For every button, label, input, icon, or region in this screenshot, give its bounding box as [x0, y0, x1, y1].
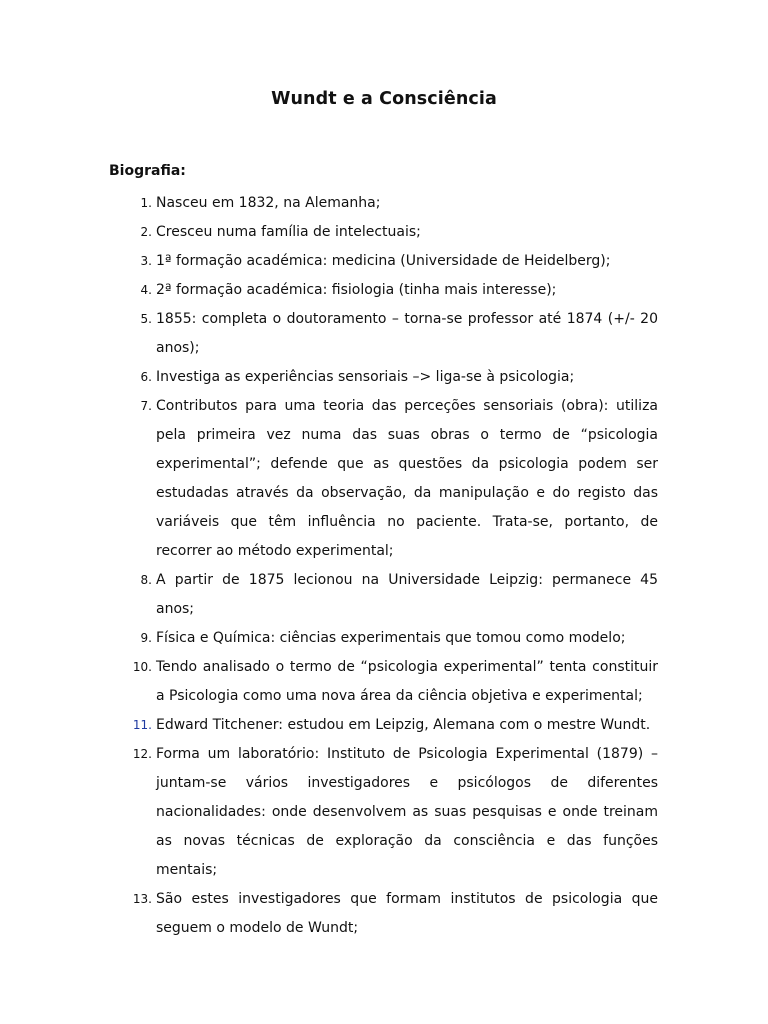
list-item-number: 12. [132, 747, 152, 761]
list-item-number: 7. [140, 399, 152, 413]
list-item [120, 624, 658, 653]
list-item-text: Edward Titchener: estudou em Leipzig, Alemana com o mestre Wundt. [156, 717, 651, 733]
list-item [120, 740, 658, 885]
list-item-text: São estes investigadores que formam institutos de psicologia que seguem o modelo de Wundt; [156, 891, 658, 936]
list-item-text: 2ª formação académica: fisiologia (tinha mais interesse); [156, 282, 557, 298]
list-item-number: 11. [132, 718, 152, 732]
list-item-number: 1. [140, 196, 152, 210]
list-item [120, 247, 658, 276]
list-item-number: 6. [140, 370, 152, 384]
list-item-text: Contributos para uma teoria das perceções sensoriais (obra): utiliza pela primeira vez numa das suas obras o termo de “psicologia experimental”; defende que as questões da psicologia podem ser estudadas através da observação, da manipulação e do registo das variáveis que têm influência no paciente. Trata-se, portanto, de recorrer ao método experimental; [156, 398, 658, 559]
list-item-text: A partir de 1875 lecionou na Universidade Leipzig: permanece 45 anos; [156, 572, 658, 617]
list-item [120, 885, 658, 943]
list-item [120, 653, 658, 711]
list-item-text: Cresceu numa família de intelectuais; [156, 224, 421, 240]
list-item [120, 392, 658, 566]
list-item-text: 1855: completa o doutoramento – torna-se professor até 1874 (+/- 20 anos); [156, 311, 658, 356]
list-item-number: 9. [140, 631, 152, 645]
list-item [120, 363, 658, 392]
list-item [120, 276, 658, 305]
list-item [120, 711, 658, 740]
list-item-number: 10. [132, 660, 152, 674]
section-heading: Biografia: [109, 163, 186, 179]
list-item-text: Nasceu em 1832, na Alemanha; [156, 195, 381, 211]
list-item-number: 4. [140, 283, 152, 297]
list-item [120, 189, 658, 218]
list-item-text: Investiga as experiências sensoriais –> liga-se à psicologia; [156, 369, 575, 385]
list-item-number: 8. [140, 573, 152, 587]
list-item-number: 3. [140, 254, 152, 268]
list-item-number: 5. [140, 312, 152, 326]
list-item [120, 305, 658, 363]
list-item-text: Forma um laboratório: Instituto de Psicologia Experimental (1879) – juntam-se vários investigadores e psicólogos de diferentes nacionalidades: onde desenvolvem as suas pesquisas e onde treinam as novas técnicas de exploração da consciência e das funções mentais; [156, 746, 658, 878]
page-title: Wundt e a Consciência [271, 89, 497, 109]
list-item [120, 218, 658, 247]
list-item [120, 566, 658, 624]
list-item-number: 13. [132, 892, 152, 906]
biography-list [120, 189, 658, 943]
list-item-text: 1ª formação académica: medicina (Universidade de Heidelberg); [156, 253, 611, 269]
list-item-text: Física e Química: ciências experimentais que tomou como modelo; [156, 630, 626, 646]
list-item-text: Tendo analisado o termo de “psicologia experimental” tenta constituir a Psicologia como uma nova área da ciência objetiva e experimental; [156, 659, 658, 704]
list-item-number: 2. [140, 225, 152, 239]
